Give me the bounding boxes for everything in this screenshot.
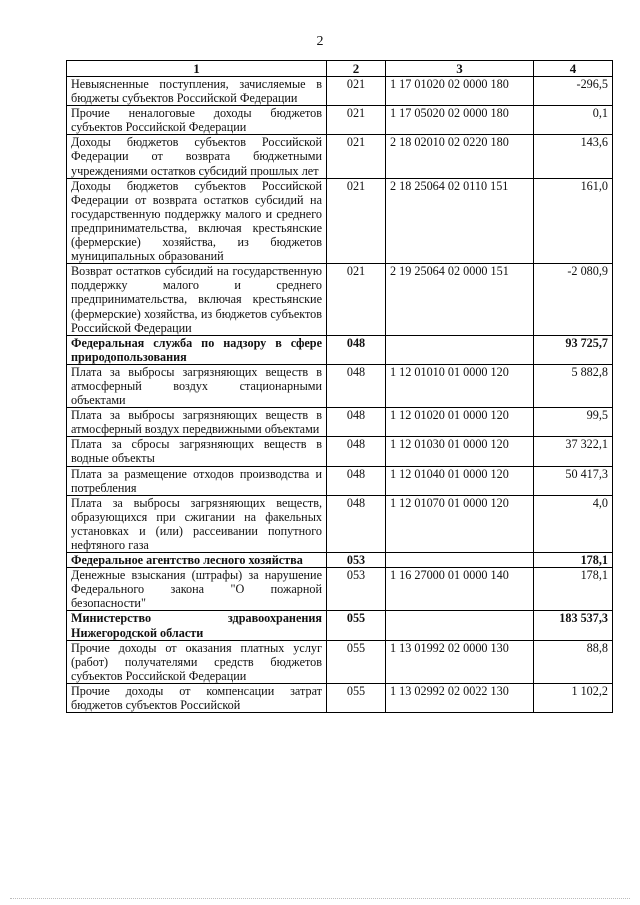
row-kbk-cell: 2 18 25064 02 0110 151	[386, 178, 534, 264]
row-amount-cell: -2 080,9	[534, 264, 613, 335]
row-name-cell: Плата за размещение отходов производства и потребления	[67, 466, 327, 495]
table-row	[67, 106, 613, 135]
row-amount-cell: 0,1	[534, 106, 613, 135]
row-name-cell: Прочие неналоговые доходы бюджетов субъектов Российской Федерации	[67, 106, 327, 135]
row-name-cell: Федеральная служба по надзору в сфере природопользования	[67, 335, 327, 364]
row-kbk-cell: 1 17 05020 02 0000 180	[386, 106, 534, 135]
table-row	[67, 437, 613, 466]
row-name-cell: Министерство здравоохранения Нижегородской области	[67, 611, 327, 640]
revenue-table	[66, 60, 613, 713]
row-amount-cell: 99,5	[534, 408, 613, 437]
header-col-2: 2	[327, 61, 386, 77]
row-code-cell: 048	[327, 335, 386, 364]
table-row	[67, 264, 613, 335]
table-row	[67, 178, 613, 264]
row-kbk-cell: 2 18 02010 02 0220 180	[386, 135, 534, 178]
row-amount-cell: 183 537,3	[534, 611, 613, 640]
row-name-cell: Федеральное агентство лесного хозяйства	[67, 553, 327, 568]
row-name-cell: Денежные взыскания (штрафы) за нарушение Федерального закона "О пожарной безопасности"	[67, 568, 327, 611]
row-name-cell: Доходы бюджетов субъектов Российской Федерации от возврата бюджетными учреждениями остатков субсидий прошлых лет	[67, 135, 327, 178]
row-amount-cell: -296,5	[534, 77, 613, 106]
row-code-cell: 021	[327, 135, 386, 178]
row-amount-cell: 37 322,1	[534, 437, 613, 466]
row-amount-cell: 178,1	[534, 553, 613, 568]
row-kbk-cell: 1 12 01020 01 0000 120	[386, 408, 534, 437]
table-row	[67, 640, 613, 683]
row-kbk-cell: 1 16 27000 01 0000 140	[386, 568, 534, 611]
row-amount-cell: 93 725,7	[534, 335, 613, 364]
row-amount-cell: 50 417,3	[534, 466, 613, 495]
row-code-cell: 055	[327, 640, 386, 683]
row-amount-cell: 5 882,8	[534, 364, 613, 407]
row-amount-cell: 4,0	[534, 495, 613, 552]
row-amount-cell: 143,6	[534, 135, 613, 178]
page-number: 2	[316, 34, 324, 49]
table-row	[67, 495, 613, 552]
row-name-cell: Прочие доходы от компенсации затрат бюджетов субъектов Российской	[67, 683, 327, 712]
row-kbk-cell: 1 12 01030 01 0000 120	[386, 437, 534, 466]
row-code-cell: 021	[327, 264, 386, 335]
table-section-row	[67, 335, 613, 364]
row-code-cell: 055	[327, 683, 386, 712]
row-code-cell: 053	[327, 568, 386, 611]
row-code-cell: 048	[327, 466, 386, 495]
row-code-cell: 021	[327, 106, 386, 135]
page-bottom-edge	[10, 895, 630, 899]
table-row	[67, 683, 613, 712]
row-name-cell: Возврат остатков субсидий на государственную поддержку малого и среднего предпринимательства, включая крестьянские (фермерские) хозяйства, из бюджетов субъектов Российской Федерации	[67, 264, 327, 335]
row-amount-cell: 88,8	[534, 640, 613, 683]
table-header-row	[67, 61, 613, 77]
row-code-cell: 053	[327, 553, 386, 568]
row-kbk-cell: 1 12 01070 01 0000 120	[386, 495, 534, 552]
row-amount-cell: 1 102,2	[534, 683, 613, 712]
row-kbk-cell: 1 12 01040 01 0000 120	[386, 466, 534, 495]
header-col-3: 3	[386, 61, 534, 77]
table-row	[67, 466, 613, 495]
table-section-row	[67, 553, 613, 568]
row-name-cell: Прочие доходы от оказания платных услуг (работ) получателями средств бюджетов субъектов Российской Федерации	[67, 640, 327, 683]
table-row	[67, 364, 613, 407]
row-name-cell: Плата за выбросы загрязняющих веществ в атмосферный воздух передвижными объектами	[67, 408, 327, 437]
row-kbk-cell	[386, 553, 534, 568]
table-row	[67, 77, 613, 106]
row-kbk-cell: 2 19 25064 02 0000 151	[386, 264, 534, 335]
row-kbk-cell	[386, 335, 534, 364]
row-name-cell: Плата за выбросы загрязняющих веществ, образующихся при сжигании на факельных установках и (или) рассеивании попутного нефтяного газа	[67, 495, 327, 552]
row-code-cell: 021	[327, 178, 386, 264]
row-kbk-cell: 1 17 01020 02 0000 180	[386, 77, 534, 106]
row-code-cell: 048	[327, 495, 386, 552]
row-name-cell: Плата за сбросы загрязняющих веществ в водные объекты	[67, 437, 327, 466]
row-name-cell: Невыясненные поступления, зачисляемые в бюджеты субъектов Российской Федерации	[67, 77, 327, 106]
row-kbk-cell: 1 13 01992 02 0000 130	[386, 640, 534, 683]
row-kbk-cell: 1 13 02992 02 0022 130	[386, 683, 534, 712]
table-row	[67, 408, 613, 437]
row-code-cell: 055	[327, 611, 386, 640]
row-kbk-cell	[386, 611, 534, 640]
row-kbk-cell: 1 12 01010 01 0000 120	[386, 364, 534, 407]
row-code-cell: 048	[327, 408, 386, 437]
header-col-4: 4	[534, 61, 613, 77]
table-section-row	[67, 611, 613, 640]
header-col-1: 1	[67, 61, 327, 77]
row-code-cell: 021	[327, 77, 386, 106]
row-code-cell: 048	[327, 437, 386, 466]
row-name-cell: Доходы бюджетов субъектов Российской Федерации от возврата остатков субсидий на государственную поддержку малого и среднего предпринимательства, включая крестьянские (фермерские) хозяйства, из бюджетов муниципальных образований	[67, 178, 327, 264]
table-row	[67, 568, 613, 611]
row-amount-cell: 161,0	[534, 178, 613, 264]
table-row	[67, 135, 613, 178]
row-name-cell: Плата за выбросы загрязняющих веществ в атмосферный воздух стационарными объектами	[67, 364, 327, 407]
row-amount-cell: 178,1	[534, 568, 613, 611]
row-code-cell: 048	[327, 364, 386, 407]
